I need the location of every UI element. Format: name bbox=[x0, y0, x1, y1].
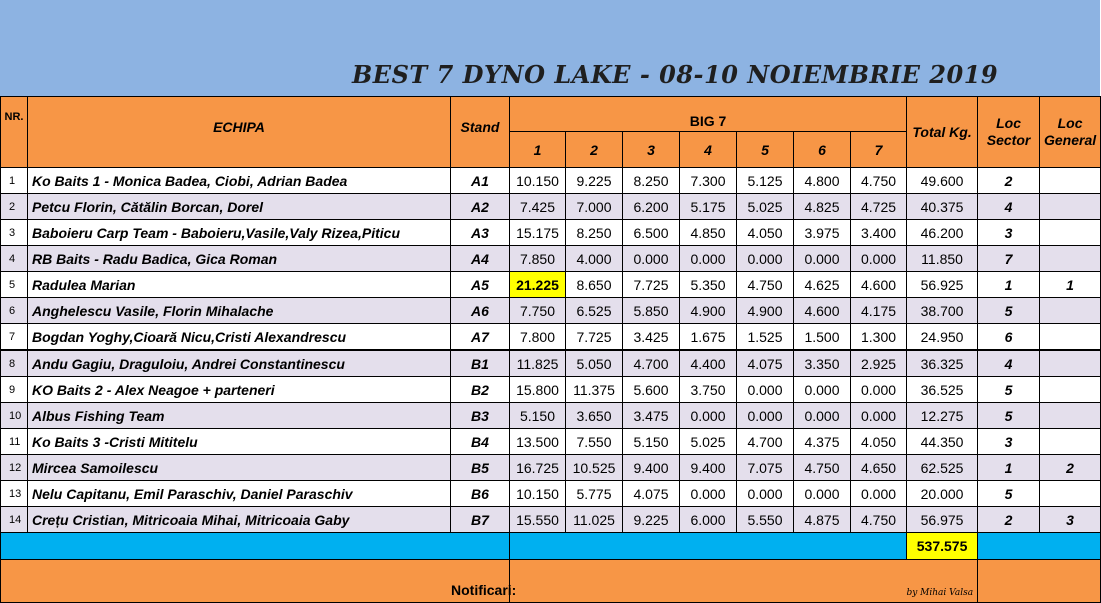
fish-weight-cell: 4.900 bbox=[680, 298, 737, 324]
loc-sector-cell: 7 bbox=[978, 246, 1040, 272]
fish-weight-cell: 7.075 bbox=[737, 455, 794, 481]
fish-weight-cell: 11.375 bbox=[566, 377, 623, 403]
team-name: RB Baits - Radu Badica, Gica Roman bbox=[28, 246, 451, 272]
fish-weight-cell: 5.550 bbox=[737, 507, 794, 533]
row-number: 7 bbox=[1, 324, 28, 351]
table-row bbox=[1, 324, 1101, 351]
fish-weight-cell: 5.175 bbox=[680, 194, 737, 220]
header-loc-general: Loc General bbox=[1040, 97, 1101, 168]
team-name: Mircea Samoilescu bbox=[28, 455, 451, 481]
page-title: BEST 7 DYNO LAKE - 08-10 NOIEMBRIE 2019 bbox=[352, 60, 999, 89]
total-kg-cell: 12.275 bbox=[907, 403, 978, 429]
fish-weight-cell: 3.400 bbox=[851, 220, 907, 246]
team-name: Bogdan Yoghy,Cioară Nicu,Cristi Alexandrescu bbox=[28, 324, 451, 351]
row-number: 13 bbox=[1, 481, 28, 507]
fish-weight-cell: 2.925 bbox=[851, 350, 907, 377]
header-nr: NR. bbox=[1, 97, 28, 168]
loc-general-cell bbox=[1040, 377, 1101, 403]
loc-general-cell bbox=[1040, 168, 1101, 194]
table-row bbox=[1, 194, 1101, 220]
fish-weight-cell: 4.075 bbox=[737, 350, 794, 377]
fish-weight-cell: 0.000 bbox=[623, 246, 680, 272]
fish-weight-cell: 0.000 bbox=[737, 403, 794, 429]
fish-weight-cell: 15.175 bbox=[510, 220, 566, 246]
loc-sector-cell: 4 bbox=[978, 194, 1040, 220]
fish-weight-cell: 3.975 bbox=[794, 220, 851, 246]
header-fish-4: 4 bbox=[680, 132, 737, 168]
loc-sector-cell: 5 bbox=[978, 298, 1040, 324]
fish-weight-cell: 6.000 bbox=[680, 507, 737, 533]
fish-weight-cell: 5.850 bbox=[623, 298, 680, 324]
fish-weight-cell: 11.025 bbox=[566, 507, 623, 533]
fish-weight-cell: 0.000 bbox=[851, 403, 907, 429]
fish-weight-cell: 7.725 bbox=[623, 272, 680, 298]
fish-weight-cell: 0.000 bbox=[794, 481, 851, 507]
fish-weight-cell: 1.525 bbox=[737, 324, 794, 351]
fish-weight-cell: 5.050 bbox=[566, 350, 623, 377]
header-loc-sector: Loc Sector bbox=[978, 97, 1040, 168]
fish-weight-cell: 0.000 bbox=[851, 377, 907, 403]
header-fish-6: 6 bbox=[794, 132, 851, 168]
loc-sector-cell: 4 bbox=[978, 350, 1040, 377]
fish-weight-cell: 4.175 bbox=[851, 298, 907, 324]
team-name: KO Baits 2 - Alex Neagoe + parteneri bbox=[28, 377, 451, 403]
team-name: Crețu Cristian, Mitricoaia Mihai, Mitricoaia Gaby bbox=[28, 507, 451, 533]
results-table bbox=[0, 96, 1101, 603]
fish-weight-cell: 5.775 bbox=[566, 481, 623, 507]
team-name: Radulea Marian bbox=[28, 272, 451, 298]
fish-weight-cell: 6.525 bbox=[566, 298, 623, 324]
fish-weight-cell: 0.000 bbox=[794, 377, 851, 403]
fish-weight-cell: 4.700 bbox=[737, 429, 794, 455]
table-row bbox=[1, 272, 1101, 298]
table-row bbox=[1, 350, 1101, 377]
fish-weight-cell: 15.800 bbox=[510, 377, 566, 403]
fish-weight-cell: 5.600 bbox=[623, 377, 680, 403]
fish-weight-cell: 9.225 bbox=[623, 507, 680, 533]
total-kg-cell: 62.525 bbox=[907, 455, 978, 481]
total-kg-cell: 38.700 bbox=[907, 298, 978, 324]
header-big7: BIG 7 bbox=[510, 97, 907, 132]
fish-weight-cell: 3.425 bbox=[623, 324, 680, 351]
fish-weight-cell: 7.300 bbox=[680, 168, 737, 194]
team-name: Albus Fishing Team bbox=[28, 403, 451, 429]
total-kg-cell: 40.375 bbox=[907, 194, 978, 220]
table-row bbox=[1, 298, 1101, 324]
loc-general-cell bbox=[1040, 246, 1101, 272]
fish-weight-cell: 1.675 bbox=[680, 324, 737, 351]
fish-weight-cell: 4.650 bbox=[851, 455, 907, 481]
fish-weight-cell: 0.000 bbox=[737, 246, 794, 272]
loc-general-cell: 3 bbox=[1040, 507, 1101, 533]
row-number: 14 bbox=[1, 507, 28, 533]
fish-weight-cell: 4.075 bbox=[623, 481, 680, 507]
fish-weight-cell: 10.525 bbox=[566, 455, 623, 481]
loc-general-cell bbox=[1040, 324, 1101, 351]
fish-weight-cell: 0.000 bbox=[851, 246, 907, 272]
total-kg-cell: 56.975 bbox=[907, 507, 978, 533]
fish-weight-cell: 4.600 bbox=[794, 298, 851, 324]
loc-general-cell bbox=[1040, 220, 1101, 246]
fish-weight-cell: 21.225 bbox=[510, 272, 566, 298]
header-fish-1: 1 bbox=[510, 132, 566, 168]
stand-cell: B4 bbox=[451, 429, 510, 455]
stand-cell: A1 bbox=[451, 168, 510, 194]
total-kg-cell: 11.850 bbox=[907, 246, 978, 272]
row-number: 10 bbox=[1, 403, 28, 429]
fish-weight-cell: 7.850 bbox=[510, 246, 566, 272]
table-row bbox=[1, 429, 1101, 455]
loc-sector-cell: 1 bbox=[978, 455, 1040, 481]
fish-weight-cell: 7.000 bbox=[566, 194, 623, 220]
fish-weight-cell: 4.825 bbox=[794, 194, 851, 220]
loc-general-cell bbox=[1040, 429, 1101, 455]
fish-weight-cell: 1.300 bbox=[851, 324, 907, 351]
stand-cell: B3 bbox=[451, 403, 510, 429]
fish-weight-cell: 7.425 bbox=[510, 194, 566, 220]
row-number: 12 bbox=[1, 455, 28, 481]
fish-weight-cell: 6.500 bbox=[623, 220, 680, 246]
table-row bbox=[1, 377, 1101, 403]
fish-weight-cell: 6.200 bbox=[623, 194, 680, 220]
fish-weight-cell: 4.750 bbox=[737, 272, 794, 298]
table-row bbox=[1, 246, 1101, 272]
fish-weight-cell: 4.050 bbox=[737, 220, 794, 246]
loc-sector-cell: 5 bbox=[978, 377, 1040, 403]
header-fish-5: 5 bbox=[737, 132, 794, 168]
author-signature: by Mihai Valsa bbox=[510, 560, 978, 603]
summary-band bbox=[1, 533, 510, 560]
row-number: 4 bbox=[1, 246, 28, 272]
fish-weight-cell: 0.000 bbox=[851, 481, 907, 507]
fish-weight-cell: 0.000 bbox=[680, 403, 737, 429]
loc-sector-cell: 2 bbox=[978, 507, 1040, 533]
team-name: Baboieru Carp Team - Baboieru,Vasile,Valy Rizea,Piticu bbox=[28, 220, 451, 246]
fish-weight-cell: 0.000 bbox=[680, 481, 737, 507]
fish-weight-cell: 4.625 bbox=[794, 272, 851, 298]
header-team: ECHIPA bbox=[28, 97, 451, 168]
fish-weight-cell: 7.725 bbox=[566, 324, 623, 351]
fish-weight-cell: 4.750 bbox=[851, 168, 907, 194]
fish-weight-cell: 7.550 bbox=[566, 429, 623, 455]
row-number: 3 bbox=[1, 220, 28, 246]
stand-cell: B1 bbox=[451, 350, 510, 377]
total-kg-cell: 20.000 bbox=[907, 481, 978, 507]
row-number: 5 bbox=[1, 272, 28, 298]
fish-weight-cell: 0.000 bbox=[680, 246, 737, 272]
header-fish-3: 3 bbox=[623, 132, 680, 168]
fish-weight-cell: 7.750 bbox=[510, 298, 566, 324]
row-number: 1 bbox=[1, 168, 28, 194]
fish-weight-cell: 5.150 bbox=[510, 403, 566, 429]
team-name: Nelu Capitanu, Emil Paraschiv, Daniel Paraschiv bbox=[28, 481, 451, 507]
fish-weight-cell: 4.400 bbox=[680, 350, 737, 377]
grand-total: 537.575 bbox=[907, 533, 978, 560]
loc-sector-cell: 5 bbox=[978, 481, 1040, 507]
loc-general-cell bbox=[1040, 403, 1101, 429]
stand-cell: A7 bbox=[451, 324, 510, 351]
fish-weight-cell: 4.750 bbox=[794, 455, 851, 481]
stand-cell: B5 bbox=[451, 455, 510, 481]
fish-weight-cell: 4.600 bbox=[851, 272, 907, 298]
loc-sector-cell: 2 bbox=[978, 168, 1040, 194]
fish-weight-cell: 3.650 bbox=[566, 403, 623, 429]
row-number: 9 bbox=[1, 377, 28, 403]
stand-cell: A4 bbox=[451, 246, 510, 272]
team-name: Ko Baits 3 -Cristi Mititelu bbox=[28, 429, 451, 455]
notifications-label: Notificari: bbox=[1, 560, 510, 603]
fish-weight-cell: 8.250 bbox=[566, 220, 623, 246]
loc-general-cell bbox=[1040, 481, 1101, 507]
table-row bbox=[1, 168, 1101, 194]
fish-weight-cell: 9.400 bbox=[623, 455, 680, 481]
stand-cell: B6 bbox=[451, 481, 510, 507]
fish-weight-cell: 4.750 bbox=[851, 507, 907, 533]
fish-weight-cell: 4.700 bbox=[623, 350, 680, 377]
total-kg-cell: 46.200 bbox=[907, 220, 978, 246]
table-row bbox=[1, 455, 1101, 481]
stand-cell: A2 bbox=[451, 194, 510, 220]
team-name: Petcu Florin, Cătălin Borcan, Dorel bbox=[28, 194, 451, 220]
team-name: Andu Gagiu, Draguloiu, Andrei Constantinescu bbox=[28, 350, 451, 377]
fish-weight-cell: 4.850 bbox=[680, 220, 737, 246]
stand-cell: B7 bbox=[451, 507, 510, 533]
loc-general-cell bbox=[1040, 350, 1101, 377]
fish-weight-cell: 3.750 bbox=[680, 377, 737, 403]
loc-sector-cell: 3 bbox=[978, 220, 1040, 246]
loc-sector-cell: 6 bbox=[978, 324, 1040, 351]
fish-weight-cell: 3.350 bbox=[794, 350, 851, 377]
fish-weight-cell: 5.025 bbox=[680, 429, 737, 455]
loc-general-cell bbox=[1040, 298, 1101, 324]
total-kg-cell: 49.600 bbox=[907, 168, 978, 194]
fish-weight-cell: 16.725 bbox=[510, 455, 566, 481]
stand-cell: A3 bbox=[451, 220, 510, 246]
total-kg-cell: 36.325 bbox=[907, 350, 978, 377]
header-fish-2: 2 bbox=[566, 132, 623, 168]
fish-weight-cell: 0.000 bbox=[737, 377, 794, 403]
loc-sector-cell: 1 bbox=[978, 272, 1040, 298]
fish-weight-cell: 8.250 bbox=[623, 168, 680, 194]
fish-weight-cell: 9.225 bbox=[566, 168, 623, 194]
fish-weight-cell: 4.900 bbox=[737, 298, 794, 324]
fish-weight-cell: 0.000 bbox=[737, 481, 794, 507]
fish-weight-cell: 5.350 bbox=[680, 272, 737, 298]
fish-weight-cell: 7.800 bbox=[510, 324, 566, 351]
table-row bbox=[1, 507, 1101, 533]
loc-sector-cell: 5 bbox=[978, 403, 1040, 429]
header-stand: Stand bbox=[451, 97, 510, 168]
fish-weight-cell: 3.475 bbox=[623, 403, 680, 429]
row-number: 8 bbox=[1, 350, 28, 377]
header-fish-7: 7 bbox=[851, 132, 907, 168]
fish-weight-cell: 15.550 bbox=[510, 507, 566, 533]
table-row bbox=[1, 403, 1101, 429]
fish-weight-cell: 4.725 bbox=[851, 194, 907, 220]
loc-general-cell: 2 bbox=[1040, 455, 1101, 481]
total-kg-cell: 24.950 bbox=[907, 324, 978, 351]
stand-cell: B2 bbox=[451, 377, 510, 403]
fish-weight-cell: 5.125 bbox=[737, 168, 794, 194]
loc-general-cell: 1 bbox=[1040, 272, 1101, 298]
row-number: 2 bbox=[1, 194, 28, 220]
fish-weight-cell: 5.150 bbox=[623, 429, 680, 455]
table-row bbox=[1, 481, 1101, 507]
fish-weight-cell: 0.000 bbox=[794, 403, 851, 429]
fish-weight-cell: 10.150 bbox=[510, 168, 566, 194]
total-kg-cell: 36.525 bbox=[907, 377, 978, 403]
fish-weight-cell: 9.400 bbox=[680, 455, 737, 481]
row-number: 6 bbox=[1, 298, 28, 324]
fish-weight-cell: 0.000 bbox=[794, 246, 851, 272]
fish-weight-cell: 4.000 bbox=[566, 246, 623, 272]
fish-weight-cell: 4.800 bbox=[794, 168, 851, 194]
fish-weight-cell: 1.500 bbox=[794, 324, 851, 351]
stand-cell: A5 bbox=[451, 272, 510, 298]
fish-weight-cell: 8.650 bbox=[566, 272, 623, 298]
fish-weight-cell: 4.875 bbox=[794, 507, 851, 533]
loc-sector-cell: 3 bbox=[978, 429, 1040, 455]
total-kg-cell: 44.350 bbox=[907, 429, 978, 455]
team-name: Anghelescu Vasile, Florin Mihalache bbox=[28, 298, 451, 324]
fish-weight-cell: 4.050 bbox=[851, 429, 907, 455]
fish-weight-cell: 5.025 bbox=[737, 194, 794, 220]
fish-weight-cell: 11.825 bbox=[510, 350, 566, 377]
header-total: Total Kg. bbox=[907, 97, 978, 168]
loc-general-cell bbox=[1040, 194, 1101, 220]
total-kg-cell: 56.925 bbox=[907, 272, 978, 298]
fish-weight-cell: 10.150 bbox=[510, 481, 566, 507]
row-number: 11 bbox=[1, 429, 28, 455]
stand-cell: A6 bbox=[451, 298, 510, 324]
team-name: Ko Baits 1 - Monica Badea, Ciobi, Adrian Badea bbox=[28, 168, 451, 194]
fish-weight-cell: 13.500 bbox=[510, 429, 566, 455]
fish-weight-cell: 4.375 bbox=[794, 429, 851, 455]
table-row bbox=[1, 220, 1101, 246]
